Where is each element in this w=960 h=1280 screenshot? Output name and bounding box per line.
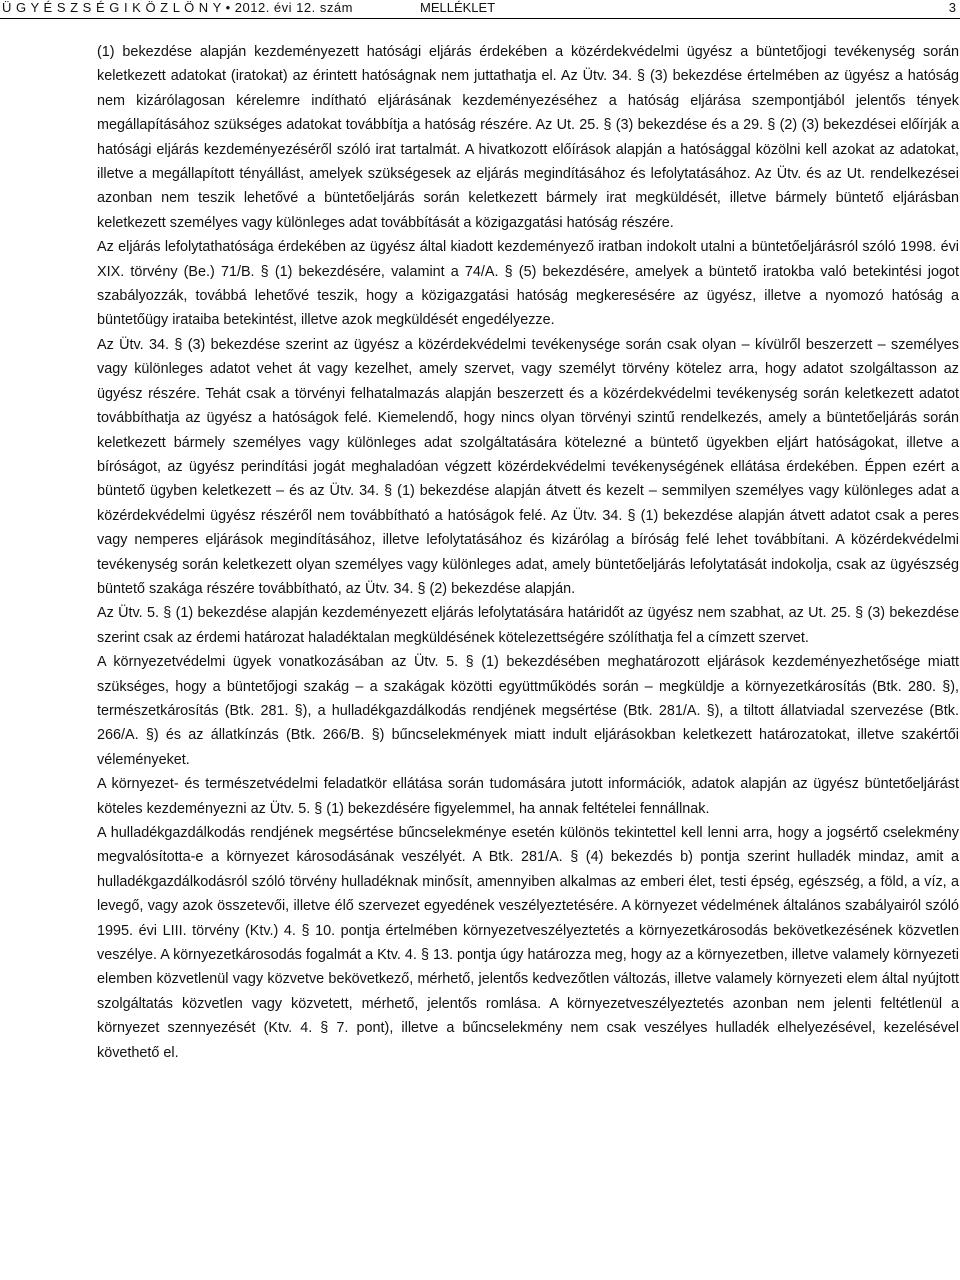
paragraph: Az Ütv. 5. § (1) bekezdése alapján kezdeményezett eljárás lefolytatására határidőt az ügyész nem szabhat, az Ut. 25. § (3) bekezdése szerint csak az érdemi határozat haladéktalan megküldésének kötelezettségére szólíthatja fel a címzett szervet. [97, 605, 959, 646]
header-divider [0, 18, 960, 19]
page-number: 3 [948, 0, 956, 15]
paragraph: (1) bekezdése alapján kezdeményezett hatósági eljárás érdekében a közérdekvédelmi ügyész a büntetőjogi tevékenység során keletkezett adatokat (iratokat) az érintett hatóságnak nem juttathatja el. Az Ütv. 34. § (3) bekezdése értelmében az ügyész a hatóság nem kizárólagosan kérelemre indítható eljárásának kezdeményezéséhez a hatóság eljárása szempontjából jelentős tények megállapításához szükséges adatokat továbbítja a hatóság részére. Az Ut. 25. § (3) bekezdése és a 29. § (2) (3) bekezdései előírják a hatósági eljárás kezdeményezéséről szóló irat tartalmát. A hivatkozott előírások alapján a hatósággal közölni kell azokat az adatokat, illetve a megállapított tényállást, amelyek szükségesek az eljárás megindításához és lefolytatásához. Az Ütv. és az Ut. rendelkezései azonban nem teszik lehetővé a büntetőeljárás során keletkezett bármely irat megküldését, illetve bármely büntető eljárásban keletkezett személyes vagy különleges adat továbbítását a közigazgatási hatóság részére. [97, 44, 959, 231]
paragraph: Az Ütv. 34. § (3) bekezdése szerint az ügyész a közérdekvédelmi tevékenysége során csak olyan – kívülről beszerzett – személyes vagy különleges adatot vehet át vagy kezelhet, amely szervet, vagy személyt törvény kötelez arra, hogy adatot szolgáltasson az ügyész részére. Tehát csak a törvényi felhatalmazás alapján beszerzett és a közérdekvédelmi tevékenység során keletkezett adatot továbbíthatja az ügyész a hatóságok felé. Kiemelendő, hogy nincs olyan törvényi szintű rendelkezés, amely a büntetőeljárás során keletkezett bármely személyes vagy különleges adat szolgáltatására kötelezné a büntető ügyekben eljárt hatóságokat, illetve a bíróságot, az ügyész perindítási jogát meghaladóan végzett közérdekvédelmi tevékenységének ellátása érdekében. Éppen ezért a büntető ügyben keletkezett – és az Ütv. 34. § (1) bekezdése alapján átvett és kezelt – semmilyen személyes vagy különleges adat a közérdekvédelmi ügyész részéről nem továbbítható a hatóságok felé. Az Ütv. 34. § (1) bekezdése alapján átvett adatot csak a peres vagy nemperes eljárások megindításához, illetve lefolytatásához és kizárólag a bíróság felé lehet továbbítani. A közérdekvédelmi tevékenység során keletkezett olyan személyes vagy különleges adat, amely büntetőeljárás lefolytatását indokolja, csak az ügyészség büntető szakága részére továbbítható, az Ütv. 34. § (2) bekezdése alapján. [97, 336, 959, 597]
paragraph: A hulladékgazdálkodás rendjének megsértése bűncselekménye esetén különös tekintettel kell lenni arra, hogy a jogsértő cselekmény megvalósította-e a környezet károsodásának veszélyét. A Btk. 281/A. § (4) bekezdés b) pontja szerint hulladék mindaz, amit a hulladékgazdálkodásról szóló törvény hulladéknak minősít, amennyiben alkalmas az emberi élet, testi épség, egészség, a föld, a víz, a levegő, vagy azok összetevői, illetve élő szervezet egyedének veszélyeztetésére. A környezet védelmének általános szabályairól szóló 1995. évi LIII. törvény (Ktv.) 4. § 10. pontja értelmében környezetveszélyeztetés a környezetkárosodás bekövetkezésének közvetlen veszélye. A környezetkárosodás fogalmát a Ktv. 4. § 13. pontja úgy határozza meg, hogy az a környezetben, illetve valamely környezeti elemben közvetlenül vagy közvetve bekövetkező, mérhető, jelentős kedvezőtlen változás, illetve valamely környezeti elem által nyújtott szolgáltatás közvetlen vagy közvetett, mérhető, jelentős romlása. A környezetveszélyeztetés azonban nem jelenti feltétlenül a környezet szennyezését (Ktv. 4. § 7. pont), illetve a bűncselekmény nem csak veszélyes hulladék elhelyezésével, kezelésével követhető el. [97, 825, 959, 1061]
paragraph: A környezet- és természetvédelmi feladatkör ellátása során tudomására jutott információk, adatok alapján az ügyész büntetőeljárást köteles kezdeményezni az Ütv. 5. § (1) bekezdésére figyelemmel, ha annak feltételei fennállnak. [97, 776, 959, 817]
page-header [0, 0, 960, 22]
paragraph: Az eljárás lefolytathatósága érdekében az ügyész által kiadott kezdeményező iratban indokolt utalni a büntetőeljárásról szóló 1998. évi XIX. törvény (Be.) 71/B. § (1) bekezdésére, valamint a 74/A. § (5) bekezdésére, amelyek a büntető iratokba való betekintési jogot szabályozzák, továbbá lehetővé teszik, hogy a közigazgatási hatóság megkeresésére az ügyész, illetve a nyomozó hatóság a büntetőügy irataiba betekintést, illetve azok megküldését engedélyezze. [97, 239, 959, 329]
document-body [97, 40, 959, 1065]
section-title: MELLÉKLET [420, 0, 496, 15]
paragraph: A környezetvédelmi ügyek vonatkozásában az Ütv. 5. § (1) bekezdésében meghatározott eljárások kezdeményezhetősége miatt szükséges, hogy a büntetőjogi szakág – a szakágak közötti együttműködés során – megküldje a környezetkárosítás (Btk. 280. §), természetkárosítás (Btk. 281. §), a hulladékgazdálkodás rendjének megsértése (Btk. 281/A. §), a tiltott állatviadal szervezése (Btk. 266/A. §) és az állatkínzás (Btk. 266/B. §) bűncselekmények miatt indult eljárásokban keletkezett határozatokat, illetve szakértői véleményeket. [97, 654, 959, 768]
journal-title: Ü G Y É S Z S É G I K Ö Z L Ö N Y • 2012. évi 12. szám [2, 0, 353, 15]
